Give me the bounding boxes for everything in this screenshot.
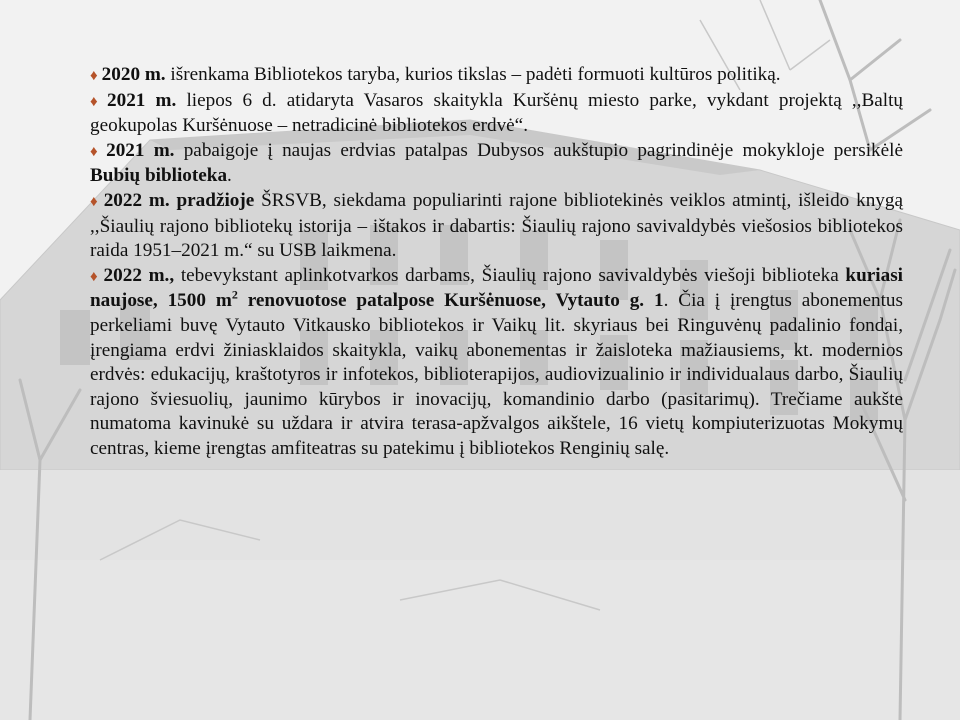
diamond-bullet-icon: ♦ [90, 193, 100, 210]
year-label: 2020 m. [101, 64, 166, 85]
paragraph-text: pabaigoje į naujas erdvias patalpas Dubysos aukštupio pagrindinėje mokykloje persikėlė [174, 139, 904, 161]
diamond-bullet-icon: ♦ [90, 68, 98, 84]
year-label: 2022 m. pradžioje [103, 189, 255, 211]
diamond-bullet-icon: ♦ [90, 93, 104, 110]
paragraph-2020 [90, 63, 903, 89]
diamond-bullet-icon: ♦ [90, 268, 100, 285]
paragraph-2021-summer [90, 89, 903, 139]
paragraph-text: tebevykstant aplinkotvarkos darbams, Šiaulių rajono savivaldybės viešoji biblioteka [174, 264, 846, 286]
year-label: 2021 m. [106, 139, 175, 161]
address-text: renovuotose patalpose Kuršėnuose, Vytauto g. 1 [237, 290, 664, 312]
highlight-text: kuriasi naujose, 1500 m [90, 264, 903, 312]
paragraph-text: liepos 6 d. atidaryta Vasaros skaitykla Kuršėnų miesto parke, vykdant projektą ,,Baltų geokupolas Kuršėnuose – netradicinė bibliotekos erdvė“. [90, 89, 904, 137]
text-block [90, 63, 903, 462]
paragraph-2021-end [90, 139, 903, 189]
diamond-bullet-icon: ♦ [90, 143, 103, 160]
paragraph-2022-start [90, 189, 903, 264]
paragraph-text: . [227, 165, 232, 187]
year-label: 2021 m. [107, 89, 177, 111]
paragraph-text: išrenkama Bibliotekos taryba, kurios tikslas – padėti formuoti kultūros politiką. [165, 64, 781, 85]
superscript-two: 2 [231, 287, 238, 302]
paragraph-text: ŠRSVB, siekdama populiarinti rajone bibliotekinės veiklos atmintį, išleido knygą ,,Šiaulių rajono bibliotekų istorija – ištakos ir dabartis: Šiaulių rajono savivaldybės viešosios bibliotekos raida 1951–2021 m.“ su USB laikmena. [90, 189, 903, 262]
year-label: 2022 m., [103, 264, 175, 286]
paragraph-text: . Čia į įrengtus abonementus perkeliami buvę Vytauto Vitkausko bibliotekos ir Vaikų lit. skyriaus bei Ringuvėnų padalinio fondai, įrengiama erdvi žiniasklaidos skaitykla, vaikų abonementas ir žaisloteka mažiausiems, kt. modernios erdvės: edukacijų, kraštotyros ir infotekos, biblioterapijos, audiovizualinio ir individualaus darbo, Šiaulių rajono šviesuolių, jaunimo kūrybos ir inovacijų, komandinio darbo (pasitarimų). Trečiame aukšte numatoma kavinukė su uždara ir atvira terasa-apžvalgos aikštele, 16 vietų kompiuterizuotas Mokymų centras, kieme įrengtas amfiteatras su patekimu į bibliotekos Renginių salę. [90, 290, 903, 459]
library-name: Bubių biblioteka [90, 165, 228, 187]
paragraph-2022 [90, 264, 903, 462]
